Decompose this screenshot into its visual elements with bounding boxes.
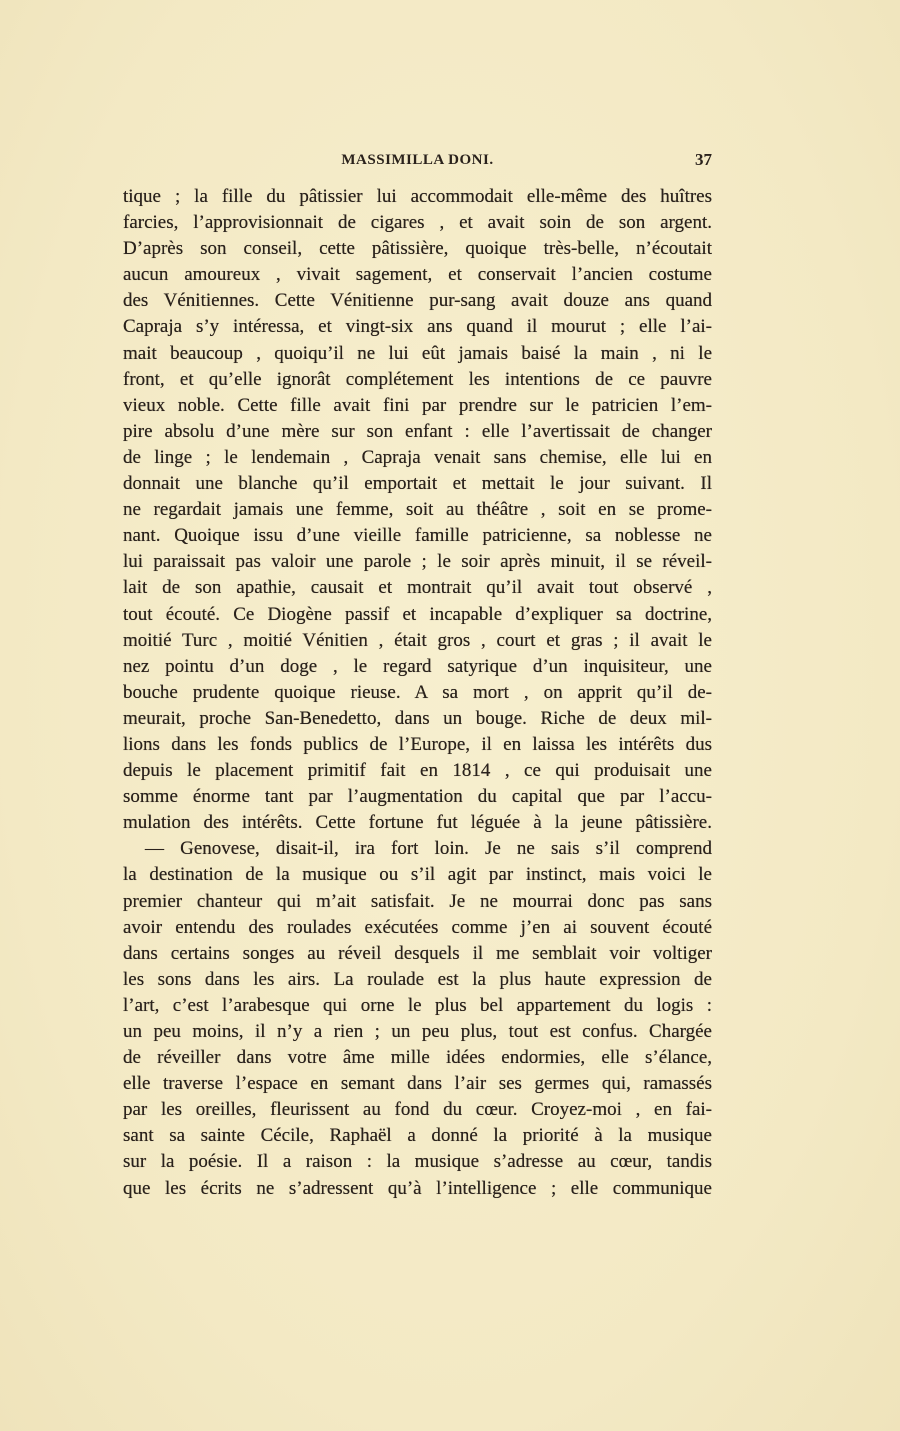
text-line: somme énorme tant par l’augmentation du capital que par l’accu- bbox=[123, 786, 712, 808]
text-line: elle traverse l’espace en semant dans l’air ses germes qui, ramassés bbox=[123, 1073, 712, 1095]
text-line: tique ; la fille du pâtissier lui accommodait elle-même des huîtres bbox=[123, 186, 712, 207]
text-line: bouche prudente quoique rieuse. A sa mort , on apprit qu’il de- bbox=[123, 681, 712, 703]
text-line: de réveiller dans votre âme mille idées endormies, elle s’élance, bbox=[123, 1047, 712, 1069]
text-line: des Vénitiennes. Cette Vénitienne pur-sang avait douze ans quand bbox=[123, 290, 712, 312]
text-line: dans certains songes au réveil desquels il me semblait voir voltiger bbox=[123, 942, 712, 964]
text-line: nant. Quoique issu d’une vieille famille patricienne, sa noblesse ne bbox=[123, 525, 712, 547]
text-line: de linge ; le lendemain , Capraja venait sans chemise, elle lui en bbox=[123, 446, 712, 468]
text-line: un peu moins, il n’y a rien ; un peu plus, tout est confus. Chargée bbox=[123, 1021, 712, 1042]
body-text bbox=[123, 184, 712, 1202]
text-line: depuis le placement primitif fait en 1814 , ce qui produisait une bbox=[123, 760, 712, 782]
text-line: lait de son apathie, causait et montrait qu’il avait tout observé , bbox=[123, 577, 712, 599]
text-line: — Genovese, disait-il, ira fort loin. Je ne sais s’il comprend bbox=[145, 838, 712, 860]
page-number: 37 bbox=[695, 150, 712, 169]
text-line: par les oreilles, fleurissent au fond du cœur. Croyez-moi , en fai- bbox=[123, 1099, 712, 1121]
text-line: la destination de la musique ou s’il agit par instinct, mais voici le bbox=[123, 864, 712, 886]
text-line: vieux noble. Cette fille avait fini par prendre sur le patricien l’em- bbox=[123, 394, 712, 416]
text-line: meurait, proche San-Benedetto, dans un bouge. Riche de deux mil- bbox=[123, 707, 712, 729]
text-line: que les écrits ne s’adressent qu’à l’intelligence ; elle communique bbox=[123, 1177, 712, 1199]
text-line: avoir entendu des roulades exécutées comme j’en ai souvent écouté bbox=[123, 916, 712, 938]
text-line: front, et qu’elle ignorât complétement les intentions de ce pauvre bbox=[123, 368, 712, 390]
text-line: lui paraissait pas valoir une parole ; le soir après minuit, il se réveil- bbox=[123, 551, 712, 573]
text-line: sur la poésie. Il a raison : la musique s’adresse au cœur, tandis bbox=[123, 1151, 712, 1173]
text-line: moitié Turc , moitié Vénitien , était gros , court et gras ; il avait le bbox=[123, 629, 712, 651]
running-title: MASSIMILLA DONI. bbox=[341, 152, 494, 168]
text-line: farcies, l’approvisionnait de cigares , et avait soin de son argent. bbox=[123, 212, 712, 234]
text-line: ne regardait jamais une femme, soit au théâtre , soit en se prome- bbox=[123, 499, 712, 521]
text-line: l’art, c’est l’arabesque qui orne le plus bel appartement du logis : bbox=[123, 994, 712, 1016]
text-line: sant sa sainte Cécile, Raphaël a donné la priorité à la musique bbox=[123, 1125, 712, 1147]
text-line: pire absolu d’une mère sur son enfant : elle l’avertissait de changer bbox=[123, 420, 712, 442]
text-line: lions dans les fonds publics de l’Europe, il en laissa les intérêts dus bbox=[123, 733, 712, 755]
page-header bbox=[123, 148, 712, 172]
text-line: aucun amoureux , vivait sagement, et conservait l’ancien costume bbox=[123, 264, 712, 286]
text-line: mait beaucoup , quoiqu’il ne lui eût jamais baisé la main , ni le bbox=[123, 342, 712, 364]
text-line: D’après son conseil, cette pâtissière, quoique très-belle, n’écoutait bbox=[123, 238, 712, 260]
text-line: Capraja s’y intéressa, et vingt-six ans quand il mourut ; elle l’ai- bbox=[123, 316, 712, 338]
text-line: donnait une blanche qu’il emportait et mettait le jour suivant. Il bbox=[123, 473, 712, 495]
text-line: mulation des intérêts. Cette fortune fut léguée à la jeune pâtissière. bbox=[123, 812, 712, 834]
text-line: les sons dans les airs. La roulade est la plus haute expression de bbox=[123, 968, 712, 990]
text-line: tout écouté. Ce Diogène passif et incapable d’expliquer sa doctrine, bbox=[123, 603, 712, 625]
text-line: nez pointu d’un doge , le regard satyrique d’un inquisiteur, une bbox=[123, 655, 712, 677]
text-line: premier chanteur qui m’ait satisfait. Je ne mourrai donc pas sans bbox=[123, 890, 712, 912]
